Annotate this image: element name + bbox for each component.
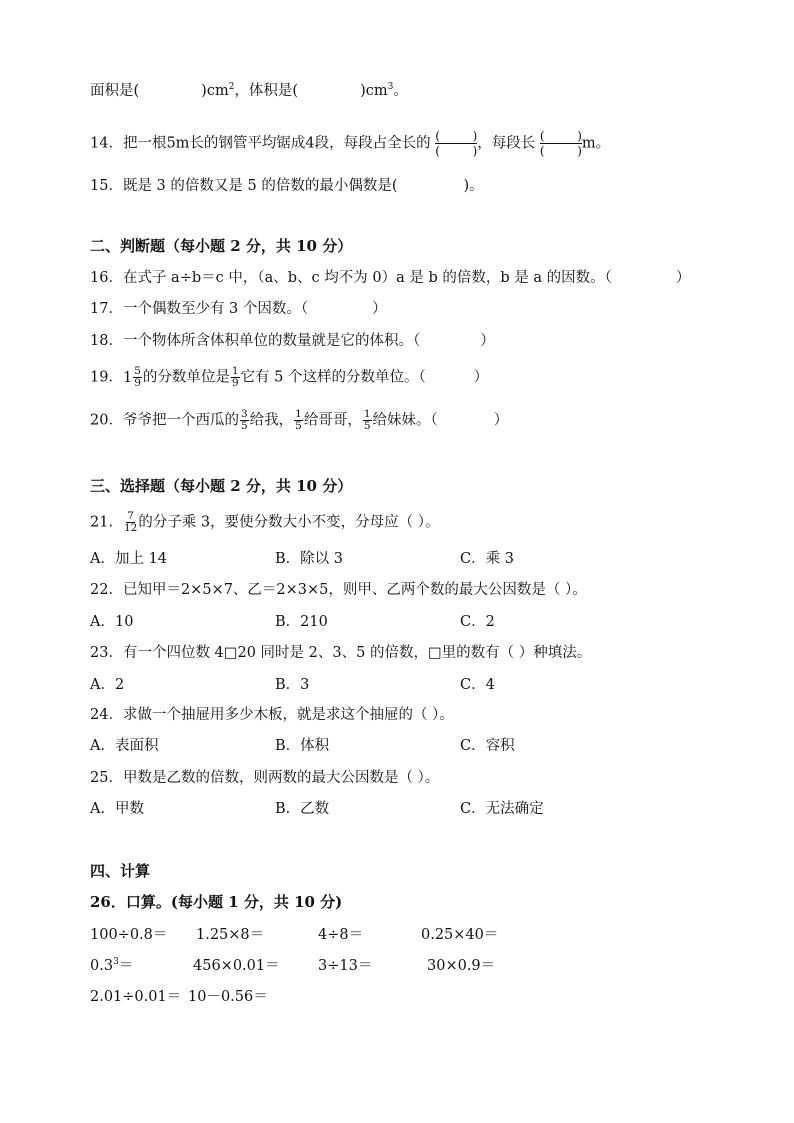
question-22: 22．已知甲＝2×5×7、乙＝2×3×5，则甲、乙两个数的最大公因数是（ ）。 bbox=[90, 582, 587, 598]
q14-unit: m。 bbox=[581, 135, 611, 152]
q20-text: 20．爷爷把一个西瓜的 bbox=[90, 412, 239, 429]
numerator: 5 bbox=[134, 365, 141, 377]
q13-sup-2: 3 bbox=[387, 82, 394, 93]
q13-text: 面积是( bbox=[90, 83, 140, 99]
question-19 bbox=[90, 366, 488, 389]
numerator: 3 bbox=[240, 408, 248, 420]
option-a[interactable]: A．10 bbox=[90, 614, 134, 630]
blank-fraction[interactable]: ( ) ( ) bbox=[435, 129, 478, 158]
q21-number: 21． bbox=[90, 514, 123, 531]
q18-text: 18．一个物体所含体积单位的数量就是它的体积。（ bbox=[90, 333, 421, 349]
calc-item: 10－0.56＝ bbox=[188, 989, 268, 1005]
option-c[interactable]: C．容积 bbox=[460, 738, 515, 754]
q14-text-2: ，每段长 bbox=[477, 135, 536, 152]
fraction bbox=[133, 366, 142, 389]
calc-item: 30×0.9＝ bbox=[427, 958, 496, 974]
option-b[interactable]: B．体积 bbox=[275, 738, 330, 754]
q19-text: 的分数单位是 bbox=[142, 369, 230, 386]
q13-text-2: ，体积是( bbox=[234, 83, 299, 99]
option-b[interactable]: B．3 bbox=[275, 677, 310, 693]
mixed-number bbox=[123, 366, 143, 389]
option-a[interactable]: A．甲数 bbox=[90, 801, 144, 817]
q19-number: 19． bbox=[90, 369, 123, 386]
q20-text-3: 给哥哥， bbox=[303, 412, 362, 429]
section-3-title: 三、选择题（每小题 2 分，共 10 分） bbox=[90, 477, 353, 495]
question-14 bbox=[90, 129, 610, 158]
q13-sup: 2 bbox=[228, 82, 235, 93]
option-a[interactable]: A．2 bbox=[90, 677, 125, 693]
question-25: 25．甲数是乙数的倍数，则两数的最大公因数是（ ）。 bbox=[90, 770, 440, 786]
option-c[interactable]: C．2 bbox=[460, 614, 495, 630]
q13-unit: )cm bbox=[201, 83, 229, 99]
question-18 bbox=[90, 331, 495, 351]
option-c[interactable]: C．无法确定 bbox=[460, 801, 544, 817]
numerator: 1 bbox=[231, 365, 239, 377]
option-b[interactable]: B．210 bbox=[275, 614, 328, 630]
q16-text: 16．在式子 a÷b＝c 中，（a、b、c 均不为 0）a 是 b 的倍数，b 是 a 的因数。（ bbox=[90, 270, 612, 286]
q17-text: 17．一个偶数至少有 3 个因数。（ bbox=[90, 301, 309, 317]
q14-text: 14．把一根5m长的钢管平均锯成4段，每段占全长的 bbox=[90, 135, 431, 152]
question-24: 24．求做一个抽屉用多少木板，就是求这个抽屉的（ ）。 bbox=[90, 707, 454, 723]
q21-text: 的分子乘 3，要使分数大小不变，分母应（ ）。 bbox=[138, 514, 440, 531]
option-b[interactable]: B．除以 3 bbox=[275, 551, 343, 567]
option-a[interactable]: A．加上 14 bbox=[90, 551, 168, 567]
calc-item: 1.25×8＝ bbox=[196, 927, 265, 943]
fraction bbox=[124, 511, 137, 534]
fraction bbox=[294, 409, 303, 432]
numerator: 1 bbox=[363, 408, 371, 420]
q18-end: ） bbox=[480, 333, 495, 349]
question-26-title: 26．口算。(每小题 1 分，共 10 分) bbox=[90, 893, 343, 911]
question-17 bbox=[90, 299, 387, 319]
q16-end: ） bbox=[675, 270, 691, 286]
whole-part: 1 bbox=[122, 369, 133, 386]
denominator: 9 bbox=[231, 377, 239, 389]
q19-text-2: 它有 5 个这样的分数单位。（ bbox=[240, 369, 426, 386]
fraction bbox=[231, 366, 240, 389]
question-20 bbox=[90, 409, 508, 432]
denominator: 5 bbox=[295, 420, 302, 432]
numerator: 7 bbox=[127, 510, 134, 522]
section-2-title: 二、判断题（每小题 2 分，共 10 分） bbox=[90, 237, 353, 255]
q13-end: 。 bbox=[393, 83, 408, 99]
calc-base: 0.3 bbox=[90, 958, 114, 974]
option-c[interactable]: C．乘 3 bbox=[460, 551, 514, 567]
calc-item: 3÷13＝ bbox=[318, 958, 373, 974]
denominator: 5 bbox=[363, 420, 371, 432]
fraction bbox=[363, 409, 372, 432]
calc-exponent: 3 bbox=[113, 957, 119, 968]
calc-item: 2.01÷0.01＝ bbox=[90, 989, 182, 1005]
denominator: 5 bbox=[240, 420, 248, 432]
calc-item: 456×0.01＝ bbox=[193, 958, 280, 974]
option-c[interactable]: C．4 bbox=[460, 677, 495, 693]
denominator: 12 bbox=[123, 522, 138, 534]
q20-text-2: 给我， bbox=[249, 412, 294, 429]
calc-item: 100÷0.8＝ bbox=[90, 927, 168, 943]
calc-item: 0.25×40＝ bbox=[421, 927, 499, 943]
option-b[interactable]: B．乙数 bbox=[275, 801, 330, 817]
q13-tail-line bbox=[90, 81, 408, 101]
question-23: 23．有一个四位数 4□20 同时是 2、3、5 的倍数，□里的数有（ ）种填法。 bbox=[90, 645, 592, 661]
q15-end: )。 bbox=[463, 178, 484, 194]
blank-fraction-2[interactable]: ( ) ( ) bbox=[539, 129, 582, 158]
section-4-title: 四、计算 bbox=[90, 862, 151, 880]
question-16 bbox=[90, 268, 690, 288]
q13-unit-2: )cm bbox=[360, 83, 388, 99]
question-15 bbox=[90, 176, 484, 196]
fraction bbox=[240, 409, 249, 432]
calc-equals: ＝ bbox=[118, 958, 134, 974]
q19-end: ） bbox=[473, 369, 489, 386]
calc-item bbox=[90, 956, 133, 976]
q17-end: ） bbox=[372, 301, 387, 317]
denominator: 9 bbox=[134, 377, 141, 389]
calc-item: 4÷8＝ bbox=[318, 927, 364, 943]
numerator: 1 bbox=[295, 408, 302, 420]
option-a[interactable]: A．表面积 bbox=[90, 738, 159, 754]
q15-text: 15．既是 3 的倍数又是 5 的倍数的最小偶数是( bbox=[90, 178, 398, 194]
q20-end: ） bbox=[493, 412, 509, 429]
question-21 bbox=[90, 511, 440, 534]
q20-text-4: 给妹妹。（ bbox=[372, 412, 438, 429]
